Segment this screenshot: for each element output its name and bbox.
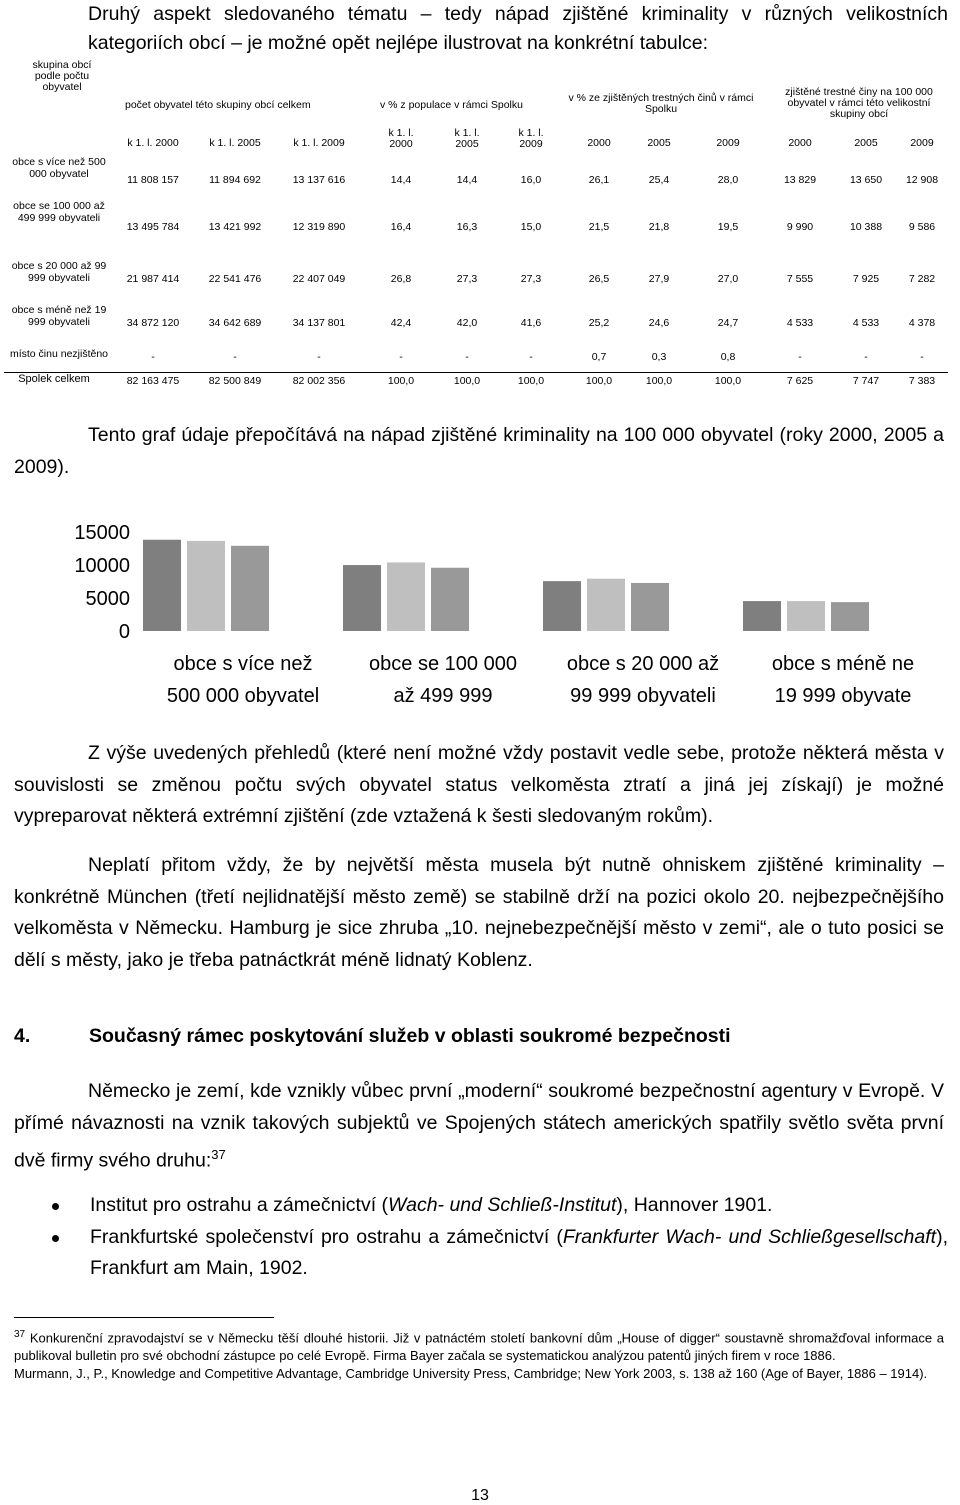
bullet-icon: [52, 1203, 59, 1210]
table-cell: 26,8: [390, 273, 412, 285]
table-cell: -: [864, 351, 868, 363]
table-cell: 19,5: [717, 221, 739, 233]
table-subheader: 2009: [716, 137, 740, 149]
bar-2009-3: [631, 583, 669, 631]
table-row-label: obce s více než 500 000 obyvatel: [12, 156, 106, 180]
bar-2009-4: [831, 602, 869, 631]
table-row-label: obce se 100 000 až 499 999 obyvateli: [13, 200, 105, 224]
table-cell: 27,3: [456, 273, 478, 285]
bar-2005-3: [587, 579, 625, 631]
table-row-label: obce s méně než 19 999 obyvateli: [11, 304, 107, 328]
table-cell: 21,8: [648, 221, 670, 233]
chart-description: [14, 420, 944, 483]
chart-plot: [40, 505, 940, 645]
table-subheader: 2000: [587, 137, 611, 149]
bar-2000-4: [743, 601, 781, 631]
table-cell: 11 808 157: [127, 174, 179, 186]
table-cell: 13 137 616: [292, 174, 346, 186]
table-cell: 100,0: [453, 375, 481, 387]
crime-rate-chart: [40, 505, 940, 730]
section-title: Současný rámec poskytování služeb v oblasti soukromé bezpečnosti: [89, 1025, 731, 1047]
table-cell: 100,0: [517, 375, 545, 387]
table-cell: -: [920, 351, 924, 363]
page-number: 13: [471, 1487, 489, 1504]
paragraph-2: [14, 850, 944, 976]
table-cell: 22 407 049: [292, 273, 346, 285]
table-cell: 42,0: [456, 317, 478, 329]
table-cell: 12 319 890: [292, 221, 346, 233]
bullet-icon: [52, 1235, 59, 1242]
table-cell: -: [151, 351, 155, 363]
table-cell: 9 586: [908, 221, 936, 233]
table-subheader: k 1. l. 2000: [388, 127, 414, 150]
table-cell: 7 282: [908, 273, 936, 285]
table-cell: -: [233, 351, 237, 363]
table-cell: 0,3: [651, 351, 667, 363]
x-category-line: obce se 100 000: [369, 653, 517, 675]
table-cell: 7 747: [852, 375, 880, 387]
list-item-italic: Frankfurter Wach- und Schließgesellschaft: [562, 1225, 937, 1248]
table-cell: -: [529, 351, 533, 363]
table-cell: 12 908: [905, 174, 939, 186]
list-item-text: ), Frankfurt am Main, 1902.: [90, 1225, 948, 1279]
table-group-header: skupina obcí podle počtu obyvatel: [32, 59, 92, 93]
paragraph-1: [14, 738, 944, 833]
bar-2005-2: [387, 562, 425, 631]
y-tick: 0: [118, 621, 130, 643]
footnote-text: Konkurenční zpravodajství se v Německu těší dlouhé historii. Již v patnáctém století bankovní dům „House of digger“ soustavně shromažďoval informace a publikoval bulletin pro své obchodní zástupce po celé Evropě. Firma Bayer začala se systematickou analýzou patentů jiných firem v roce 1886.: [14, 1330, 944, 1364]
x-category-line: obce s méně ne: [771, 653, 915, 675]
footnote-ref-37[interactable]: 37: [211, 1147, 226, 1162]
table-cell: 82 163 475: [126, 375, 180, 387]
bar-2000-3: [543, 581, 581, 631]
list-item-text: Institut pro ostrahu a zámečnictví (: [90, 1194, 389, 1216]
table-cell: 28,0: [717, 174, 739, 186]
table-cell: 13 650: [849, 174, 883, 186]
firm-list: [48, 1190, 948, 1285]
table-cell: -: [465, 351, 469, 363]
table-cell: 25,2: [588, 317, 610, 329]
paragraph-2-text: Neplatí přitom vždy, že by největší města musela být nutně ohniskem zjištěné kriminality – konkrétně München (třetí nejlidnatější město země) se stabilně drží na pozici okolo 20. nejbezpečnějšího velkoměsta v Německu. Hamburg je sice zhruba „10. nejnebezpečnější město v zemi“, ale o tuto posici se dělí s městy, jako je třeba patnáctkrát méně lidnatý Koblenz.: [14, 854, 944, 971]
y-tick: 5000: [85, 588, 130, 610]
bar-2009-2: [431, 568, 469, 631]
table-cell: 9 990: [786, 221, 814, 233]
table-cell: 82 002 356: [292, 375, 346, 387]
bar-2005-1: [187, 541, 225, 631]
table-col-group: zjištěné trestné činy na 100 000 obyvatel v rámci této velikostní skupiny obcí: [785, 86, 933, 120]
x-category-line: obce s 20 000 až: [566, 653, 720, 675]
table-cell: 21,5: [588, 221, 610, 233]
table-col-group: počet obyvatel této skupiny obcí celkem: [125, 99, 311, 111]
x-category-line: 19 999 obyvate: [774, 685, 912, 707]
table-cell: 100,0: [645, 375, 673, 387]
list-item: [48, 1190, 948, 1222]
table-cell: 34 872 120: [126, 317, 180, 329]
table-cell: 13 495 784: [126, 221, 180, 233]
table-cell: 4 533: [786, 317, 814, 329]
table-cell: 27,3: [520, 273, 542, 285]
table-cell: 27,0: [717, 273, 739, 285]
table-subheader: k 1. l. 2005: [209, 137, 261, 149]
table-cell: 100,0: [585, 375, 613, 387]
table-row-label: místo činu nezjištěno: [9, 348, 109, 360]
footnote: [14, 1326, 944, 1383]
y-tick: 15000: [74, 522, 130, 544]
table-cell: 24,7: [717, 317, 739, 329]
x-category-label: [148, 648, 338, 712]
paragraph-1-text: Z výše uvedených přehledů (které není možné vždy postavit vedle sebe, protože některá města v souvislosti se změnou počtu svých obyvatel status velkoměsta ztratí a jiná jej získají) je možné vypreparovat některá extrémní zjištění (zde vztažená k šesti sledovaným rokům).: [14, 742, 944, 827]
table-cell: 26,1: [588, 174, 610, 186]
list-item: [48, 1222, 948, 1285]
table-divider: [4, 372, 948, 373]
bar-2005-4: [787, 601, 825, 631]
table-cell: 13 421 992: [208, 221, 262, 233]
table-subheader: k 1. l. 2009: [518, 127, 544, 150]
list-item-text: ), Hannover 1901.: [616, 1194, 773, 1216]
table-cell: 7 383: [908, 375, 936, 387]
table-cell: 21 987 414: [126, 273, 180, 285]
table-cell: 4 533: [852, 317, 880, 329]
table-cell: 27,9: [648, 273, 670, 285]
bar-2009-1: [231, 546, 269, 631]
table-cell: 22 541 476: [208, 273, 262, 285]
table-cell: 42,4: [390, 317, 412, 329]
table-subheader: 2005: [647, 137, 671, 149]
table-col-group: v % z populace v rámci Spolku: [380, 99, 523, 111]
table-cell: 100,0: [387, 375, 415, 387]
table-cell: 34 642 689: [208, 317, 262, 329]
table-cell: 25,4: [648, 174, 670, 186]
table-cell: 26,5: [588, 273, 610, 285]
table-subheader: 2005: [854, 137, 878, 149]
table-col-group: v % ze zjištěných trestných činů v rámci Spolku: [568, 92, 754, 115]
table-cell: 100,0: [714, 375, 742, 387]
table-cell: 41,6: [520, 317, 542, 329]
footnote-number: 37: [14, 1329, 26, 1340]
section-heading: [14, 1021, 731, 1052]
table-cell: 16,3: [456, 221, 478, 233]
table-subheader: 2009: [910, 137, 934, 149]
x-category-label: [548, 648, 738, 712]
table-cell: 4 378: [908, 317, 936, 329]
table-subheader: k 1. l. 2009: [293, 137, 345, 149]
table-cell: 82 500 849: [208, 375, 262, 387]
table-subheader: 2000: [788, 137, 812, 149]
x-category-label: [348, 648, 538, 712]
table-cell: -: [798, 351, 802, 363]
table-cell: 14,4: [390, 174, 412, 186]
table-cell: -: [399, 351, 403, 363]
table-cell: 24,6: [648, 317, 670, 329]
list-item-text: Frankfurtské společenství pro ostrahu a zámečnictví (: [90, 1225, 563, 1248]
table-subheader: k 1. l. 2000: [127, 137, 179, 149]
x-category-line: 500 000 obyvatel: [166, 685, 320, 707]
table-cell: 15,0: [520, 221, 542, 233]
footnote-reference: Murmann, J., P., Knowledge and Competitive Advantage, Cambridge University Press, Cambridge; New York 2003, s. 138 až 160 (Age of Bayer, 1886 – 1914).: [14, 1366, 928, 1382]
x-category-line: až 499 999: [393, 685, 493, 707]
bar-2000-1: [143, 540, 181, 631]
table-cell: 7 555: [786, 273, 814, 285]
footnote-divider: [14, 1317, 274, 1318]
section-number: 4.: [14, 1025, 31, 1047]
table-cell: 16,0: [520, 174, 542, 186]
table-row-label: obce s 20 000 až 99 999 obyvateli: [11, 260, 107, 284]
bar-2000-2: [343, 565, 381, 631]
table-cell: 34 137 801: [292, 317, 346, 329]
paragraph-3: [14, 1076, 944, 1177]
x-category-line: obce s více než: [173, 653, 313, 675]
list-item-italic: Wach- und Schließ-Institut: [388, 1194, 617, 1216]
table-cell: 0,7: [591, 351, 607, 363]
table-cell: -: [317, 351, 321, 363]
y-tick: 10000: [74, 555, 130, 577]
table-cell: 10 388: [849, 221, 883, 233]
table-cell: 13 829: [783, 174, 817, 186]
intro-paragraph: Druhý aspekt sledovaného tématu – tedy nápad zjištěné kriminality v různých velikostních kategoriích obcí – je možné opět nejlépe ilustrovat na konkrétní tabulce:: [88, 3, 948, 54]
paragraph-3-text: Německo je zemí, kde vznikly vůbec první „moderní“ soukromé bezpečnostní agentury v Evropě. V přímé návaznosti na vznik takových subjektů ve Spojených státech amerických spatřily světlo světa první dvě firmy svého druhu:: [14, 1080, 944, 1172]
table-subheader: k 1. l. 2005: [454, 127, 480, 150]
x-category-line: 99 999 obyvateli: [570, 685, 716, 707]
table-cell: 14,4: [456, 174, 478, 186]
table-cell: 7 925: [852, 273, 880, 285]
x-category-label: [748, 648, 938, 712]
table-cell: 7 625: [786, 375, 814, 387]
table-cell: 0,8: [720, 351, 736, 363]
table-cell: 11 894 692: [209, 174, 261, 186]
table-cell: 16,4: [390, 221, 412, 233]
table-row-label: Spolek celkem: [18, 373, 90, 385]
chart-description-text: Tento graf údaje přepočítává na nápad zjištěné kriminality na 100 000 obyvatel (roky 2000, 2005 a 2009).: [14, 424, 944, 478]
